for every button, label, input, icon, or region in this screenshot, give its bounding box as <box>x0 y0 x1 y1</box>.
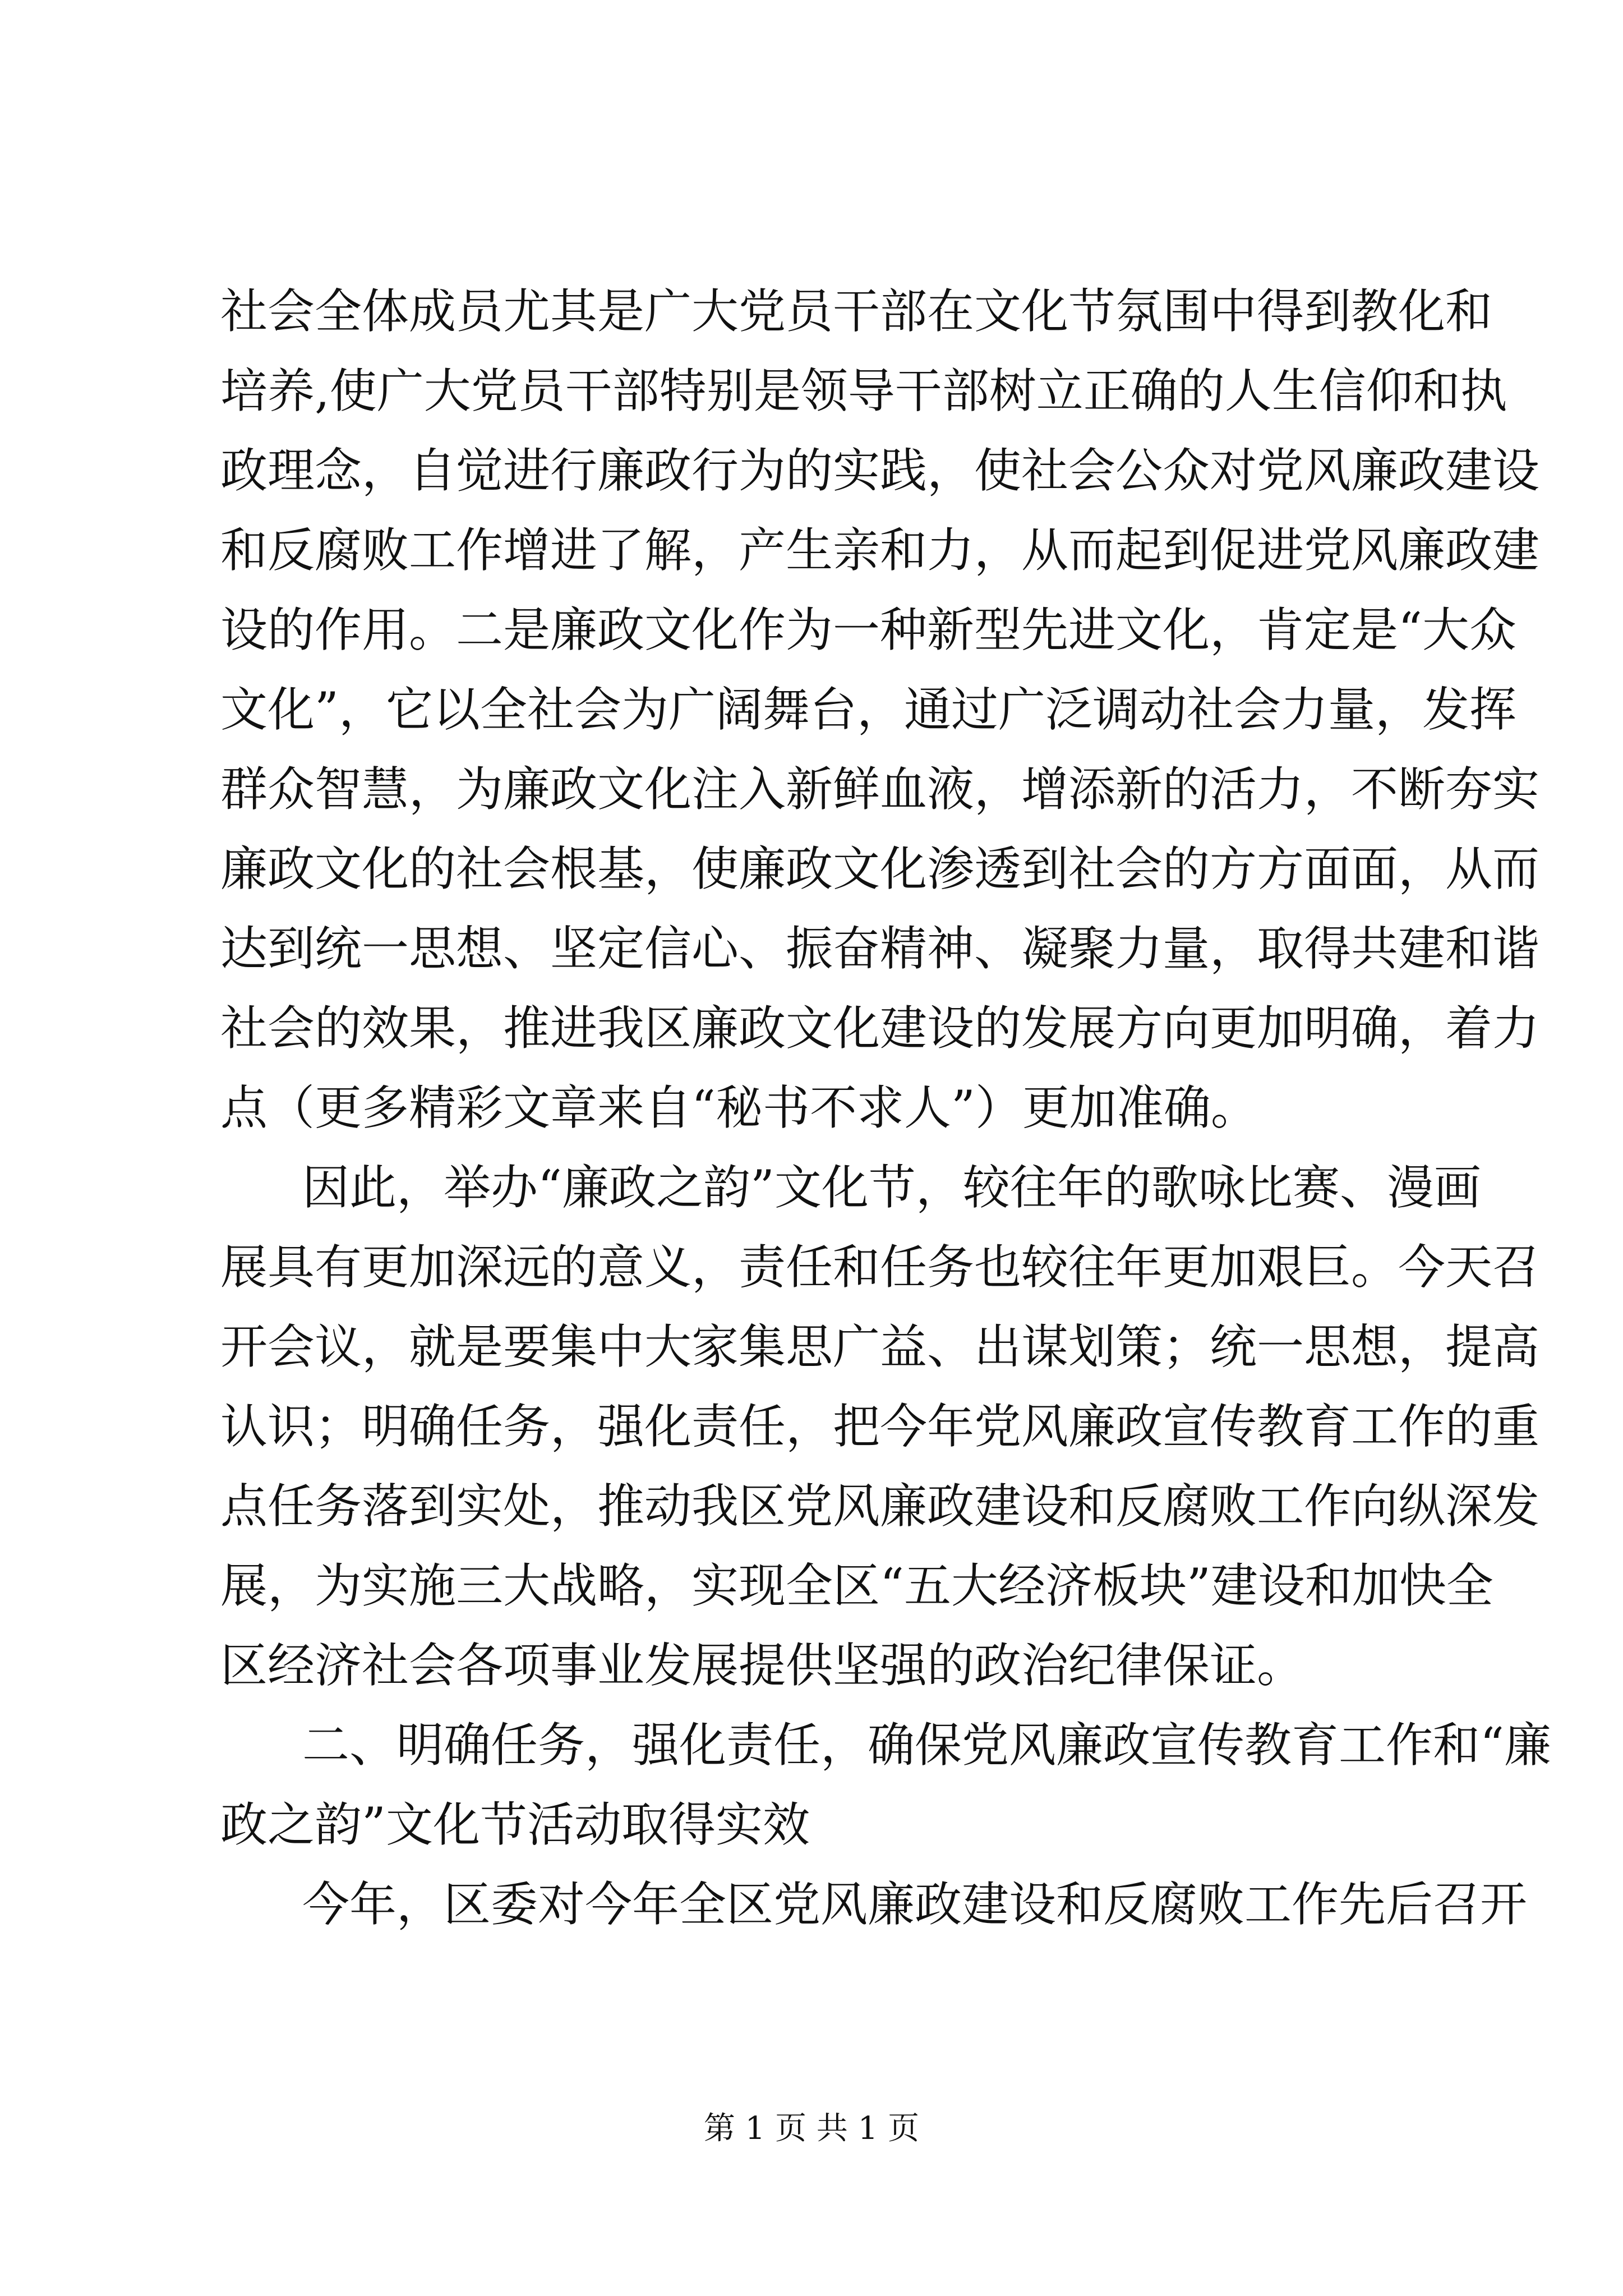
text-line: 展具有更加深远的意义，责任和任务也较往年更加艰巨。今天召 <box>220 1240 1540 1295</box>
text-line: 认识；明确任务，强化责任，把今年党风廉政宣传教育工作的重 <box>220 1399 1540 1454</box>
paragraph-first-line: 因此，举办“廉政之韵”文化节，较往年的歌咏比赛、漫画 <box>302 1160 1481 1215</box>
text-line: 展，为实施三大战略，实现全区“五大经济板块”建设和加快全 <box>220 1558 1493 1613</box>
text-line: 社会全体成员尤其是广大党员干部在文化节氛围中得到教化和 <box>220 284 1493 339</box>
text-line: 区经济社会各项事业发展提供坚强的政治纪律保证。 <box>220 1638 1304 1693</box>
text-line: 和反腐败工作增进了解，产生亲和力，从而起到促进党风廉政建 <box>220 523 1540 578</box>
text-line: 文化”，它以全社会为广阔舞台，通过广泛调动社会力量，发挥 <box>220 682 1516 737</box>
text-line: 社会的效果，推进我区廉政文化建设的发展方向更加明确，着力 <box>220 1001 1540 1056</box>
text-line: 点（更多精彩文章来自“秘书不求人”）更加准确。 <box>220 1080 1258 1135</box>
text-line: 培养,使广大党员干部特别是领导干部树立正确的人生信仰和执 <box>220 364 1507 418</box>
text-line: 群众智慧，为廉政文化注入新鲜血液，增添新的活力，不断夯实 <box>220 762 1540 817</box>
section-heading: 二、明确任务，强化责任，确保党风廉政宣传教育工作和“廉 <box>302 1718 1551 1773</box>
section-heading: 政之韵”文化节活动取得实效 <box>220 1797 810 1852</box>
text-line: 点任务落到实处，推动我区党风廉政建设和反腐败工作向纵深发 <box>220 1479 1540 1534</box>
page-number: 第 1 页 共 1 页 <box>703 2110 920 2147</box>
paragraph-first-line: 今年，区委对今年全区党风廉政建设和反腐败工作先后召开 <box>302 1877 1528 1932</box>
text-line: 达到统一思想、坚定信心、振奋精神、凝聚力量，取得共建和谐 <box>220 921 1540 976</box>
text-line: 廉政文化的社会根基，使廉政文化渗透到社会的方方面面，从而 <box>220 841 1540 896</box>
text-line: 设的作用。二是廉政文化作为一种新型先进文化，肯定是“大众 <box>220 602 1516 657</box>
text-line: 开会议，就是要集中大家集思广益、出谋划策；统一思想，提高 <box>220 1319 1540 1374</box>
text-line: 政理念，自觉进行廉政行为的实践，使社会公众对党风廉政建设 <box>220 443 1540 498</box>
